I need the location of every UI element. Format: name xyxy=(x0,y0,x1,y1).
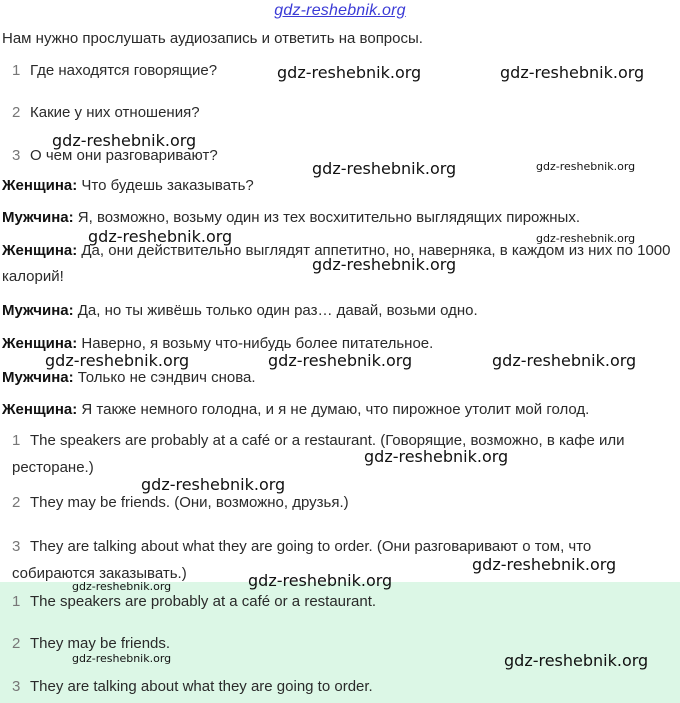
site-header-link[interactable]: gdz-reshebnik.org xyxy=(274,2,406,19)
watermark: gdz-reshebnik.org xyxy=(277,63,422,82)
question-number: 2 xyxy=(12,104,21,121)
answer-item xyxy=(12,427,676,481)
answer-number: 3 xyxy=(12,538,21,555)
speaker-label: Женщина: xyxy=(2,177,78,194)
speaker-label: Женщина: xyxy=(2,401,78,418)
speaker-label: Мужчина: xyxy=(2,209,74,226)
watermark: gdz-reshebnik.org xyxy=(248,571,393,590)
answer-text: They are talking about what they are going to order. xyxy=(30,678,373,695)
watermark: gdz-reshebnik.org xyxy=(536,232,636,245)
dialogue-line xyxy=(2,298,678,324)
speaker-label: Мужчина: xyxy=(2,302,74,319)
question-item xyxy=(12,104,200,121)
dialogue-text: Я также немного голодна, и я не думаю, что пирожное утолит мой голод. xyxy=(77,401,590,418)
dialogue-line xyxy=(2,397,678,423)
question-number: 1 xyxy=(12,62,21,79)
watermark: gdz-reshebnik.org xyxy=(141,475,286,494)
answer-number: 2 xyxy=(12,635,21,652)
watermark: gdz-reshebnik.org xyxy=(72,580,172,593)
watermark: gdz-reshebnik.org xyxy=(312,255,457,274)
answer-number: 3 xyxy=(12,678,21,695)
watermark: gdz-reshebnik.org xyxy=(492,351,637,370)
dialogue-text: Наверно, я возьму что-нибудь более питательное. xyxy=(77,335,434,352)
dialogue-text: Что будешь заказывать? xyxy=(77,177,254,194)
answer-text: The speakers are probably at a café or a restaurant. xyxy=(30,593,377,610)
answer-item xyxy=(12,489,676,516)
watermark: gdz-reshebnik.org xyxy=(72,652,172,665)
watermark: gdz-reshebnik.org xyxy=(364,447,509,466)
watermark: gdz-reshebnik.org xyxy=(472,555,617,574)
dialogue-text: Да, но ты живёшь только один раз… давай, возьми одно. xyxy=(73,302,478,319)
speaker-label: Женщина: xyxy=(2,242,78,259)
answer-text: The speakers are probably at a café or a restaurant. (Говорящие, возможно, в кафе или ресторане.) xyxy=(12,432,625,476)
intro-text: Нам нужно прослушать аудиозапись и ответить на вопросы. xyxy=(2,30,423,47)
watermark: gdz-reshebnik.org xyxy=(52,131,197,150)
question-text: Где находятся говорящие? xyxy=(30,62,218,79)
watermark: gdz-reshebnik.org xyxy=(536,160,636,173)
watermark: gdz-reshebnik.org xyxy=(45,351,190,370)
question-text: Какие у них отношения? xyxy=(30,104,200,121)
dialogue-text: Я, возможно, возьму один из тех восхитительно выглядящих пирожных. xyxy=(73,209,580,226)
question-item xyxy=(12,62,217,79)
watermark: gdz-reshebnik.org xyxy=(504,651,649,670)
answer-text: They may be friends. xyxy=(30,635,171,652)
watermark: gdz-reshebnik.org xyxy=(88,227,233,246)
answer-number: 1 xyxy=(12,593,21,610)
question-number: 3 xyxy=(12,147,21,164)
answer-number: 1 xyxy=(12,432,21,449)
dialogue-text: Только не сэндвич снова. xyxy=(73,369,256,386)
dialogue-text: Да, они действительно выглядят аппетитно, но, наверняка, в каждом из них по 1000 калорий! xyxy=(2,242,671,285)
answer-number: 2 xyxy=(12,494,21,511)
question-text: О чем они разговаривают? xyxy=(30,147,218,164)
watermark: gdz-reshebnik.org xyxy=(312,159,457,178)
watermark: gdz-reshebnik.org xyxy=(500,63,645,82)
answer-text: They may be friends. (Они, возможно, друзья.) xyxy=(30,494,349,511)
watermark: gdz-reshebnik.org xyxy=(268,351,413,370)
answer-text: They are talking about what they are going to order. (Они разговаривают о том, что собираются заказывать.) xyxy=(12,538,592,582)
speaker-label: Мужчина: xyxy=(2,369,74,386)
speaker-label: Женщина: xyxy=(2,335,78,352)
answer-box-item xyxy=(12,673,676,700)
